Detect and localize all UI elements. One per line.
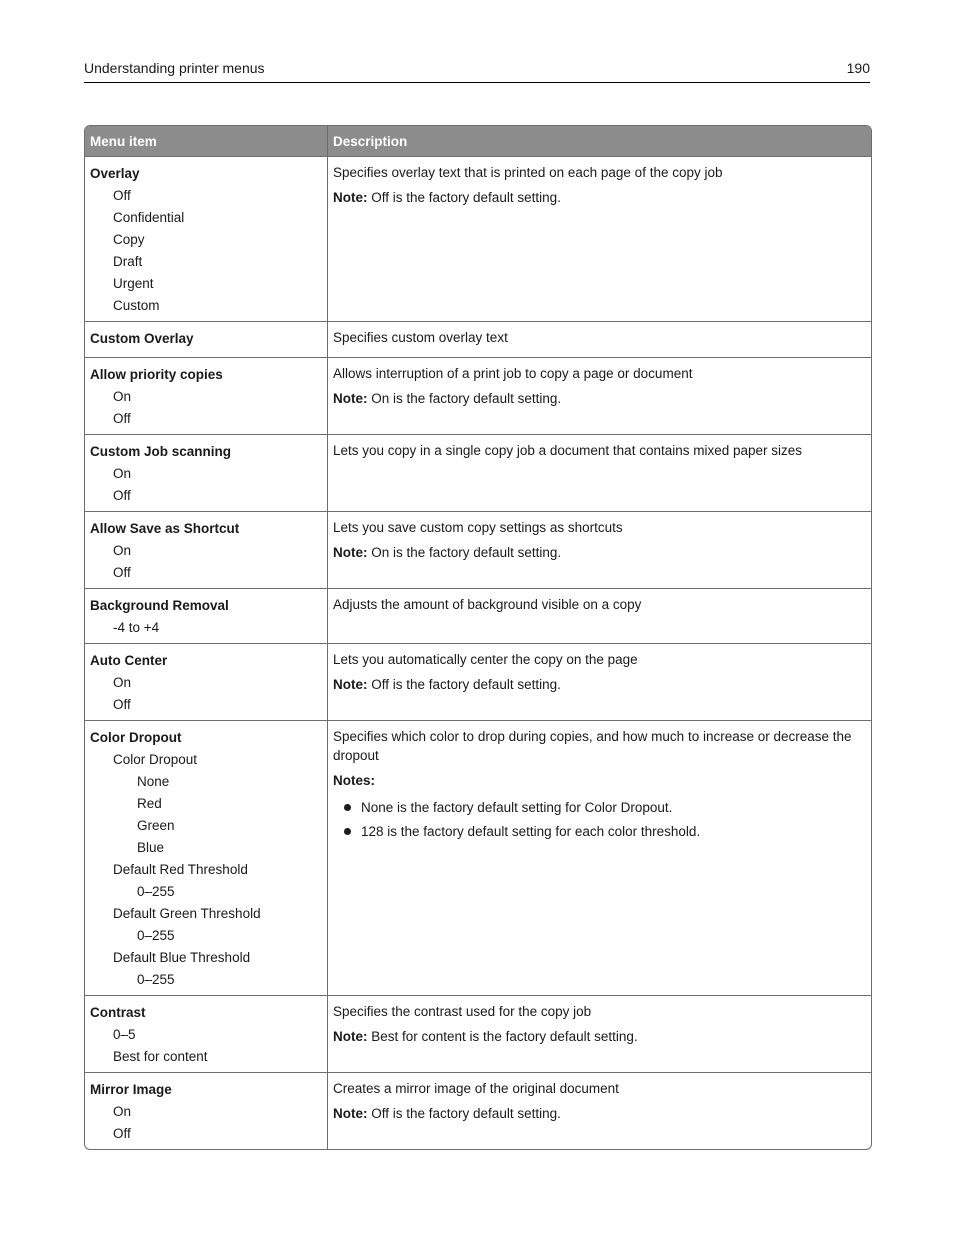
description-cell bbox=[328, 435, 871, 511]
menu-item-title: Background Removal bbox=[90, 598, 229, 613]
menu-option: Off bbox=[113, 1126, 131, 1141]
menu-option: Confidential bbox=[113, 210, 185, 225]
description-cell bbox=[328, 157, 871, 321]
menu-item-title: Custom Job scanning bbox=[90, 444, 232, 459]
note-label: Note: bbox=[333, 545, 368, 560]
description-cell bbox=[328, 996, 871, 1072]
menu-option: On bbox=[113, 389, 132, 404]
menu-item-cell bbox=[85, 157, 328, 321]
table-row bbox=[85, 434, 871, 511]
menu-item-cell bbox=[85, 322, 328, 357]
note-text: Off is the factory default setting. bbox=[367, 190, 561, 205]
menu-option: Default Blue Threshold bbox=[113, 950, 251, 965]
header-title: Understanding printer menus bbox=[84, 60, 265, 76]
notes-list-item bbox=[333, 822, 865, 841]
menu-option: Default Red Threshold bbox=[113, 862, 248, 877]
description-cell bbox=[328, 589, 871, 643]
table-row bbox=[85, 357, 871, 434]
page-header bbox=[84, 60, 870, 83]
note-text: On is the factory default setting. bbox=[367, 391, 562, 406]
note-line bbox=[333, 188, 865, 207]
menu-item-title: Contrast bbox=[90, 1005, 146, 1020]
note-label: Note: bbox=[333, 1029, 368, 1044]
menu-item-cell bbox=[85, 1073, 328, 1149]
menu-option: Best for content bbox=[113, 1049, 208, 1064]
note-label: Note: bbox=[333, 677, 368, 692]
description-cell bbox=[328, 1073, 871, 1149]
menu-option: Off bbox=[113, 488, 131, 503]
description-text: Specifies the contrast used for the copy job bbox=[333, 1004, 592, 1019]
description-text: Allows interruption of a print job to copy a page or document bbox=[333, 366, 693, 381]
menu-option: 0–255 bbox=[137, 884, 175, 899]
table-row bbox=[85, 995, 871, 1072]
description-cell bbox=[328, 721, 871, 995]
menu-option: Urgent bbox=[113, 276, 154, 291]
menu-option: On bbox=[113, 466, 132, 481]
note-label: Note: bbox=[333, 190, 368, 205]
note-label: Note: bbox=[333, 391, 368, 406]
column-header-description: Description bbox=[333, 133, 408, 149]
column-header-menu-item: Menu item bbox=[85, 126, 328, 156]
table-row bbox=[85, 588, 871, 643]
menu-option: On bbox=[113, 543, 132, 558]
menu-item-cell bbox=[85, 435, 328, 511]
menu-option: Off bbox=[113, 188, 131, 203]
menu-item-title: Mirror Image bbox=[90, 1082, 172, 1097]
table-row bbox=[85, 511, 871, 588]
notes-label: Notes: bbox=[333, 773, 376, 788]
menu-option: 0–255 bbox=[137, 972, 175, 987]
menu-item-cell bbox=[85, 996, 328, 1072]
description-text: Specifies which color to drop during copies, and how much to increase or decrease the dropout bbox=[333, 729, 852, 763]
menu-option: Default Green Threshold bbox=[113, 906, 261, 921]
note-line bbox=[333, 1027, 865, 1046]
menu-item-title: Color Dropout bbox=[90, 730, 182, 745]
menu-item-title: Allow priority copies bbox=[90, 367, 223, 382]
menu-item-title: Custom Overlay bbox=[90, 331, 194, 346]
table-row bbox=[85, 321, 871, 357]
menu-item-cell bbox=[85, 512, 328, 588]
notes-list-item bbox=[333, 798, 865, 817]
note-line bbox=[333, 1104, 865, 1123]
notes-list bbox=[333, 798, 865, 841]
note-text: Off is the factory default setting. bbox=[367, 1106, 561, 1121]
description-text: Lets you save custom copy settings as shortcuts bbox=[333, 520, 623, 535]
menu-option: On bbox=[113, 1104, 132, 1119]
menu-option: -4 to +4 bbox=[113, 620, 160, 635]
note-line bbox=[333, 389, 865, 408]
menu-option: Red bbox=[137, 796, 162, 811]
table-row bbox=[85, 720, 871, 995]
menu-item-title: Overlay bbox=[90, 166, 140, 181]
table-body bbox=[85, 156, 871, 1149]
bullet-icon bbox=[344, 804, 351, 811]
description-cell bbox=[328, 358, 871, 434]
description-cell bbox=[328, 644, 871, 720]
bullet-icon bbox=[344, 828, 351, 835]
description-text: Specifies custom overlay text bbox=[333, 330, 508, 345]
note-line bbox=[333, 543, 865, 562]
table-row bbox=[85, 643, 871, 720]
menu-option: Off bbox=[113, 411, 131, 426]
page-number: 190 bbox=[846, 60, 870, 76]
menu-option: Off bbox=[113, 697, 131, 712]
menu-item-title: Auto Center bbox=[90, 653, 168, 668]
description-cell bbox=[328, 322, 871, 357]
description-text: Lets you copy in a single copy job a document that contains mixed paper sizes bbox=[333, 443, 803, 458]
menu-option: On bbox=[113, 675, 132, 690]
note-label: Note: bbox=[333, 1106, 368, 1121]
bullet-text: 128 is the factory default setting for each color threshold. bbox=[361, 824, 701, 839]
menu-option: Green bbox=[137, 818, 175, 833]
menu-item-cell bbox=[85, 358, 328, 434]
menu-table bbox=[84, 125, 872, 1150]
table-row bbox=[85, 156, 871, 321]
description-text: Adjusts the amount of background visible on a copy bbox=[333, 597, 642, 612]
note-text: Best for content is the factory default setting. bbox=[367, 1029, 638, 1044]
menu-item-cell bbox=[85, 589, 328, 643]
description-text: Lets you automatically center the copy on the page bbox=[333, 652, 638, 667]
bullet-text: None is the factory default setting for Color Dropout. bbox=[361, 800, 673, 815]
menu-option: Draft bbox=[113, 254, 143, 269]
description-text: Creates a mirror image of the original document bbox=[333, 1081, 619, 1096]
menu-item-cell bbox=[85, 721, 328, 995]
menu-option: None bbox=[137, 774, 170, 789]
menu-option: Blue bbox=[137, 840, 165, 855]
menu-item-title: Allow Save as Shortcut bbox=[90, 521, 240, 536]
menu-option: Copy bbox=[113, 232, 145, 247]
menu-option: Color Dropout bbox=[113, 752, 198, 767]
table-row bbox=[85, 1072, 871, 1149]
menu-option: 0–255 bbox=[137, 928, 175, 943]
note-text: Off is the factory default setting. bbox=[367, 677, 561, 692]
table-header bbox=[85, 126, 871, 156]
menu-option: Custom bbox=[113, 298, 160, 313]
note-text: On is the factory default setting. bbox=[367, 545, 562, 560]
note-line bbox=[333, 675, 865, 694]
menu-option: Off bbox=[113, 565, 131, 580]
menu-item-cell bbox=[85, 644, 328, 720]
description-cell bbox=[328, 512, 871, 588]
description-text: Specifies overlay text that is printed on each page of the copy job bbox=[333, 165, 723, 180]
menu-option: 0–5 bbox=[113, 1027, 136, 1042]
